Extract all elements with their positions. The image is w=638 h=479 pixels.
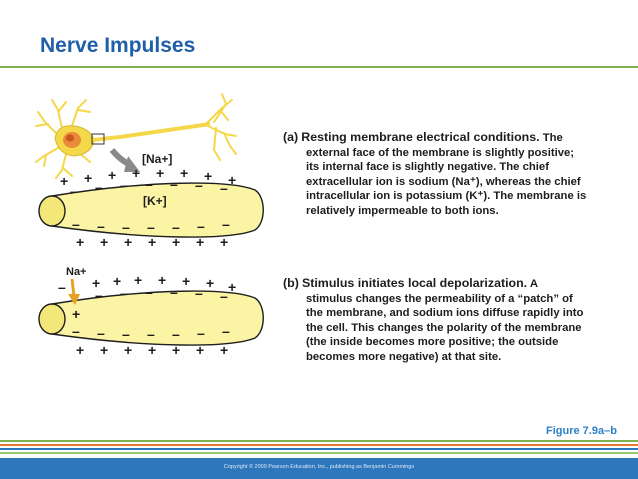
charge-plus: +	[196, 234, 205, 250]
figure-label: Figure 7.9a–b	[546, 425, 617, 437]
charge-minus: –	[222, 323, 230, 339]
charge-plus: +	[124, 234, 133, 250]
charge-minus: –	[120, 177, 128, 193]
caption-a-heading: Resting membrane electrical conditions.	[301, 130, 540, 144]
caption-b-letter: (b)	[283, 276, 299, 290]
caption-b-line: becomes more negative) at that site.	[306, 350, 502, 363]
caption-b-line: (the inside becomes more positive; the outside	[306, 336, 559, 349]
charge-plus: +	[84, 170, 93, 186]
charge-plus: +	[172, 234, 181, 250]
charge-plus: +	[228, 172, 237, 188]
charge-minus: –	[145, 284, 153, 300]
charge-minus: –	[195, 177, 203, 193]
caption-b-line: the cell. This changes the polarity of the membrane	[306, 321, 582, 334]
charge-minus: –	[170, 284, 178, 300]
charge-minus: –	[172, 219, 180, 235]
charge-plus: +	[92, 275, 101, 291]
copyright-notice: Copyright © 2009 Pearson Education, Inc., publishing as Benjamin Cummings	[223, 464, 415, 470]
charge-plus: +	[196, 342, 205, 358]
charge-plus: +	[228, 279, 237, 295]
charge-plus: +	[156, 165, 165, 181]
axon-end-a	[39, 196, 65, 226]
k-concentration-label: [K+]	[143, 194, 167, 208]
charge-plus: +	[220, 234, 229, 250]
charge-plus: +	[148, 342, 157, 358]
charge-minus: –	[172, 326, 180, 342]
charge-minus: –	[145, 176, 153, 192]
na-influx-arrow-shaft	[72, 279, 74, 296]
charge-plus: +	[204, 168, 213, 184]
membrane-a	[39, 152, 263, 250]
stripe-orange	[0, 444, 638, 446]
charge-minus: –	[147, 326, 155, 342]
depolarized-inner-plus: +	[72, 306, 81, 322]
footer-stripes	[0, 440, 638, 456]
charge-plus: +	[220, 342, 229, 358]
charge-minus: –	[170, 176, 178, 192]
charge-minus: –	[195, 285, 203, 301]
caption-a-line: external face of the membrane is slightly positive;	[306, 146, 575, 159]
charge-plus: +	[132, 165, 141, 181]
stripe-light-green	[0, 452, 638, 454]
nucleolus	[66, 135, 74, 142]
caption-b-heading: Stimulus initiates local depolarization.	[301, 276, 528, 290]
axon-segment-b	[52, 291, 263, 345]
caption-panel-a	[283, 130, 586, 219]
charge-minus: –	[95, 287, 103, 303]
charge-plus: +	[158, 272, 167, 288]
caption-a-letter: (a)	[283, 130, 299, 144]
na-concentration-label: [Na+]	[142, 152, 173, 166]
charge-plus: +	[100, 342, 109, 358]
charge-minus: –	[72, 216, 80, 232]
charge-minus: –	[97, 218, 105, 234]
charge-plus: +	[182, 273, 191, 289]
axon-end-b	[39, 304, 65, 334]
axon-segment-a	[52, 183, 263, 237]
charge-plus: +	[76, 342, 85, 358]
caption-a-line: its internal face is slightly negative. The chief	[306, 161, 549, 174]
caption-b-line: the membrane, and sodium ions diffuse rapidly into	[306, 307, 584, 320]
stripe-blue	[0, 448, 638, 450]
axon	[93, 124, 210, 140]
charge-minus: –	[197, 325, 205, 341]
caption-panel-b	[283, 276, 583, 365]
charge-minus: –	[72, 323, 80, 339]
charge-minus: –	[122, 326, 130, 342]
charge-plus: +	[100, 234, 109, 250]
charge-minus: –	[222, 216, 230, 232]
na-ion-label: Na+	[66, 266, 87, 278]
axon-terminals	[205, 94, 236, 160]
charge-plus: +	[180, 165, 189, 181]
depolarized-outer-minus: –	[58, 279, 66, 295]
charge-plus: +	[206, 275, 215, 291]
charge-minus: –	[120, 285, 128, 301]
charge-plus: +	[124, 342, 133, 358]
charge-plus: +	[76, 234, 85, 250]
charge-minus: –	[70, 183, 78, 199]
stripe-green	[0, 440, 638, 442]
charge-minus: –	[197, 218, 205, 234]
caption-a-line: extracellular ion is sodium (Na⁺), whereas the chief	[306, 175, 581, 188]
caption-a-line: relatively impermeable to both ions.	[306, 204, 499, 217]
caption-a-line: intracellular ion is potassium (K⁺). The membrane is	[306, 190, 587, 203]
charge-minus: –	[147, 219, 155, 235]
charge-plus: +	[134, 272, 143, 288]
membrane-b	[39, 266, 263, 358]
charge-minus: –	[220, 180, 228, 196]
footer-bar	[0, 458, 638, 479]
charge-minus: –	[95, 179, 103, 195]
charge-plus: +	[60, 173, 69, 189]
charge-minus: –	[97, 325, 105, 341]
caption-a-line: The	[542, 132, 563, 144]
charge-plus: +	[148, 234, 157, 250]
charge-plus: +	[113, 273, 122, 289]
caption-b-line: stimulus changes the permeability of a “patch” of	[306, 292, 573, 305]
caption-b-line: A	[529, 278, 539, 290]
charge-plus: +	[108, 167, 117, 183]
slide-title: Nerve Impulses	[40, 34, 196, 57]
charge-minus: –	[220, 288, 228, 304]
charge-plus: +	[172, 342, 181, 358]
charge-minus: –	[122, 219, 130, 235]
